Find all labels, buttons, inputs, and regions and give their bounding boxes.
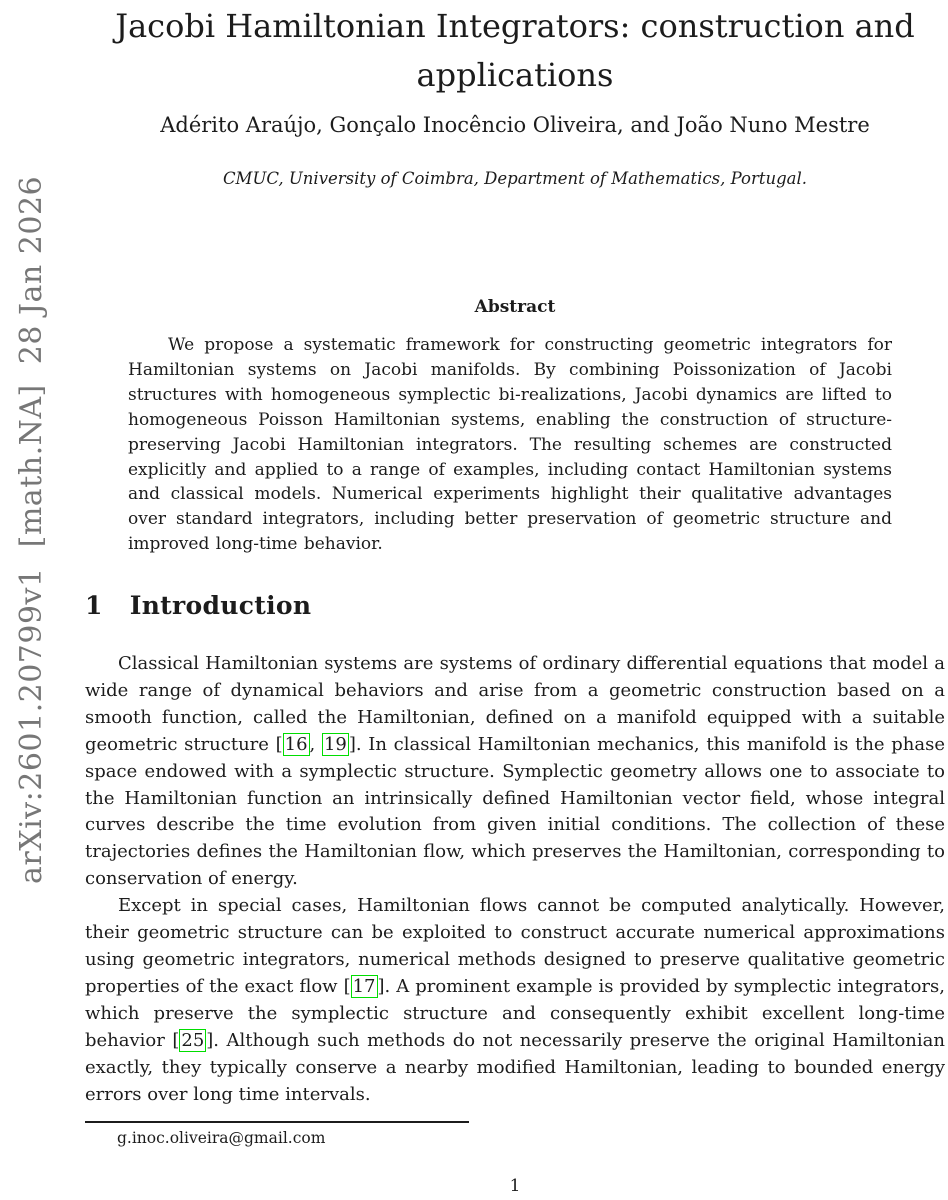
section-heading: [85, 591, 311, 620]
abstract-text: We propose a systematic framework for constructing geometric integrators for Hamiltonian systems on Jacobi manifolds. By combining Poissonization of Jacobi structures with homogeneous symplectic bi-realizations, Jacobi dynamics are lifted to homogeneous Poisson Hamiltonian systems, enabling the construction of structure-preserving Jacobi Hamiltonian integrators. The resulting schemes are constructed explicitly and applied to a range of examples, including contact Hamiltonian systems and classical models. Numerical experiments highlight their qualitative advantages over standard integrators, including better preservation of geometric structure and improved long-time behavior.: [128, 335, 892, 555]
page-number: 1: [509, 1176, 521, 1196]
citation-ref[interactable]: 17: [352, 975, 376, 997]
footnote-email: g.inoc.oliveira@gmail.com: [117, 1129, 326, 1147]
arxiv-watermark: arXiv:2601.20799v1 [math.NA] 28 Jan 2026: [14, 175, 49, 884]
section-number: 1: [85, 591, 103, 620]
affiliation-line: CMUC, University of Coimbra, Department of Mathematics, Portugal.: [222, 169, 808, 188]
body-paragraphs: [85, 651, 945, 1108]
citation-ref[interactable]: 19: [323, 733, 347, 755]
citation-ref[interactable]: 16: [284, 733, 308, 755]
paper-title-line2: applications: [416, 56, 614, 94]
citation-ref[interactable]: 25: [181, 1029, 205, 1051]
authors-line: Adérito Araújo, Gonçalo Inocêncio Oliveira, and João Nuno Mestre: [160, 113, 870, 137]
footnote-rule: [85, 1121, 469, 1123]
paragraph: Classical Hamiltonian systems are systems of ordinary differential equations that model a wide range of dynamical behaviors and arise from a geometric construction based on a smooth function, called the Hamiltonian, defined on a manifold equipped with a suitable geometric structure [ 16 , 19 ]. In classical Hamiltonian mechanics, this manifold is the phase space endowed with a symplectic structure. Symplectic geometry allows one to associate to the Hamiltonian function an intrinsically defined Hamiltonian vector field, whose integral curves describe the time evolution from given initial conditions. The collection of these trajectories defines the Hamiltonian flow, which preserves the Hamiltonian, corresponding to conservation of energy.: [85, 653, 945, 890]
paragraph: Except in special cases, Hamiltonian flows cannot be computed analytically. However, their geometric structure can be exploited to construct accurate numerical approximations using geometric integrators, numerical methods designed to preserve qualitative geometric properties of the exact flow [ 17 ]. A prominent example is provided by symplectic integrators, which preserve the symplectic structure and consequently exhibit excellent long-time behavior [ 25 ]. Although such methods do not necessarily preserve the original Hamiltonian exactly, they typically conserve a nearby modified Hamiltonian, leading to bounded energy errors over long time intervals.: [85, 895, 945, 1105]
section-title: Introduction: [129, 591, 312, 620]
abstract-heading: Abstract: [474, 297, 556, 317]
paper-title: [85, 2, 945, 100]
paper-title-line1: Jacobi Hamiltonian Integrators: construction and: [115, 7, 915, 45]
